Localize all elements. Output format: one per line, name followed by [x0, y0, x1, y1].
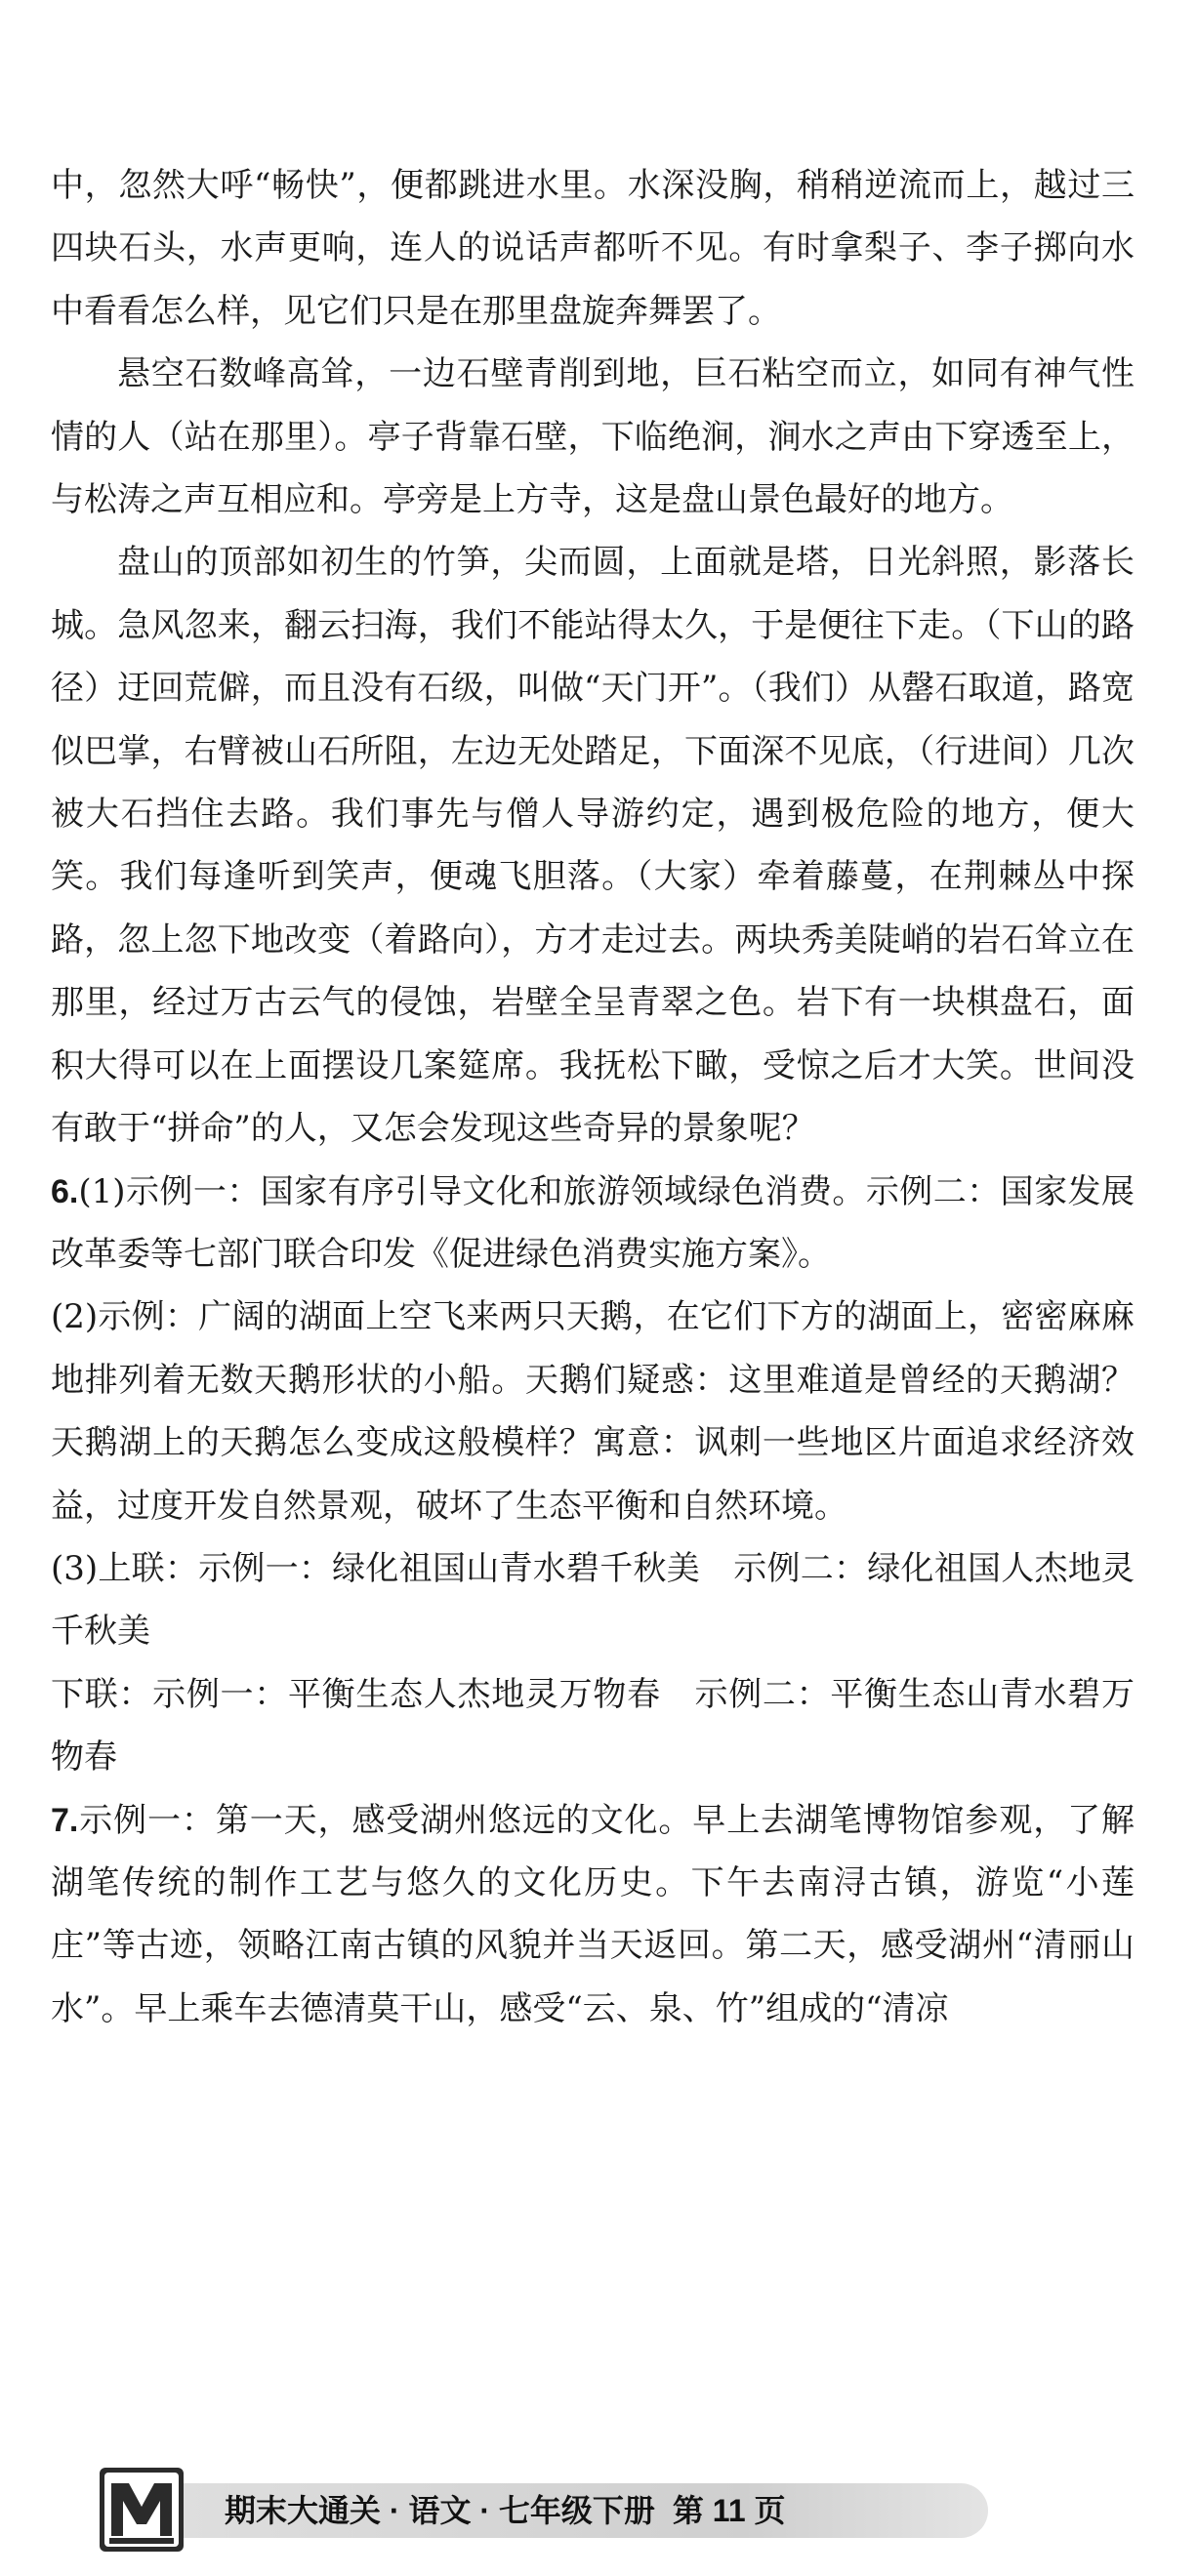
paragraph-1: 中，忽然大呼“畅快”，便都跳进水里。水深没胸，稍稍逆流而上，越过三四块石头，水声更响，连人的说话声都听不见。有时拿梨子、李子掷向水中看看怎么样，见它们只是在那里盘旋奔舞罢了。: [51, 166, 1135, 331]
footer-text: [225, 2485, 786, 2536]
question-7: [51, 1789, 1135, 2041]
question-6-part-1-text: (1)示例一：国家有序引导文化和旅游领域绿色消费。示例二：国家发展改革委等七部门联合印发《促进绿色消费实施方案》。: [51, 1171, 1135, 1274]
book-title: 期末大通关 · 语文 · 七年级下册: [225, 2493, 655, 2528]
question-7-text: 示例一：第一天，感受湖州悠远的文化。早上去湖笔博物馆参观，了解湖笔传统的制作工艺与悠久的文化历史。下午去南浔古镇，游览“小莲庄”等古迹，领略江南古镇的风貌并当天返回。第二天，感受湖州“清丽山水”。早上乘车去德清莫干山，感受“云、泉、竹”组成的“清凉: [51, 1800, 1135, 2028]
question-6-number: 6.: [51, 1172, 79, 1210]
question-6-part-1: [51, 1161, 1135, 1287]
paragraph-2: 悬空石数峰高耸，一边石壁青削到地，巨石粘空而立，如同有神气性情的人（站在那里）。亭子背靠石壁，下临绝涧，涧水之声由下穿透至上，与松涛之声互相应和。亭旁是上方寺，这是盘山景色最好的地方。: [51, 354, 1135, 520]
page-footer: [100, 2468, 988, 2552]
page-number: 第 11 页: [672, 2493, 786, 2528]
question-6-part-2: (2)示例：广阔的湖面上空飞来两只天鹅，在它们下方的湖面上，密密麻麻地排列着无数天鹅形状的小船。天鹅们疑惑：这里难道是曾经的天鹅湖？天鹅湖上的天鹅怎么变成这般模样？寓意：讽刺一些地区片面追求经济效益，过度开发自然景观，破坏了生态平衡和自然环境。: [51, 1297, 1135, 1526]
publisher-logo-icon: [100, 2468, 184, 2552]
question-6-part-3-upper: (3)上联：示例一：绿化祖国山青水碧千秋美 示例二：绿化祖国人杰地灵千秋美: [51, 1548, 1135, 1652]
paragraph-3: 盘山的顶部如初生的竹笋，尖而圆，上面就是塔，日光斜照，影落长城。急风忽来，翻云扫海，我们不能站得太久，于是便往下走。（下山的路径）迂回荒僻，而且没有石级，叫做“天门开”。（我们）从罄石取道，路宽似巴掌，右臂被山石所阻，左边无处踏足，下面深不见底，（行进间）几次被大石挡住去路。我们事先与僧人导游约定，遇到极危险的地方，便大笑。我们每逢听到笑声，便魂飞胆落。（大家）牵着藤蔓，在荆棘丛中探路，忽上忽下地改变（着路向），方才走过去。两块秀美陡峭的岩石耸立在那里，经过万古云气的侵蚀，岩壁全呈青翠之色。岩下有一块棋盘石，面积大得可以在上面摆设几案筵席。我抚松下瞰，受惊之后才大笑。世间没有敢于“拼命”的人，又怎会发现这些奇异的景象呢？: [51, 543, 1135, 1149]
question-6-part-3-lower: 下联：示例一：平衡生态人杰地灵万物春 示例二：平衡生态山青水碧万物春: [51, 1674, 1135, 1778]
question-7-number: 7.: [51, 1801, 79, 1839]
page-content: [51, 154, 1135, 2040]
